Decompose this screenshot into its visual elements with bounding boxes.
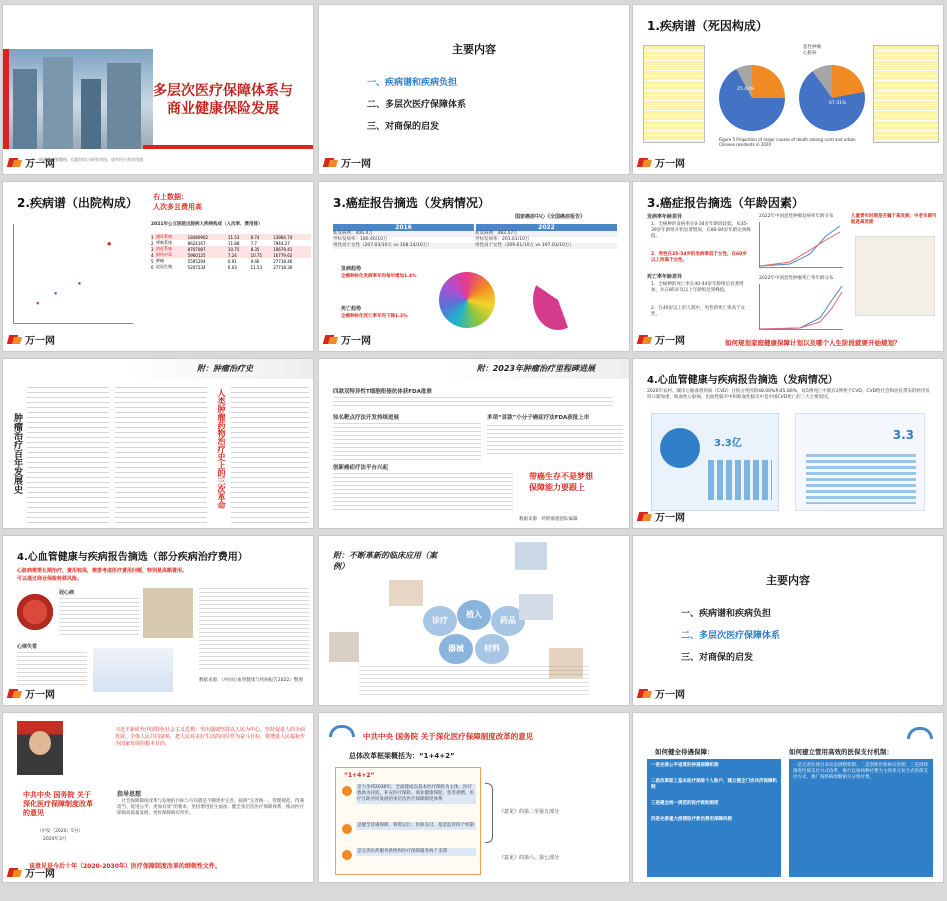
brace-icon <box>485 783 493 843</box>
callout <box>153 192 202 212</box>
cell: 11.88 <box>227 240 240 246</box>
head-left: 如何健全待遇保障： <box>655 748 714 756</box>
left-item-3: 三是健全统一规范的医疗救助制度 <box>651 801 719 807</box>
pie-legend <box>803 45 867 57</box>
item-1-icon <box>342 786 352 796</box>
heart-illustration <box>17 588 53 636</box>
red-quote <box>529 471 593 493</box>
cell: 新发病例：482.47万 <box>475 231 518 236</box>
cell: 世标发病率：186.46/10万 <box>333 237 388 243</box>
head-incidence: 发病率年龄差异 <box>647 214 683 220</box>
cell: 新发病例：406.4万 <box>333 231 373 236</box>
side-note: 儿童青年时期是否属于高发期，中老年期可能是高发期 <box>851 214 937 226</box>
col-2022: 2022 <box>476 224 617 231</box>
panel-left <box>647 759 781 877</box>
radial-chart-2 <box>533 270 583 330</box>
trend-head-2: 死亡趋势 <box>341 306 362 312</box>
stat-circle <box>660 428 700 468</box>
logo <box>324 155 371 170</box>
cell: 16779.62 <box>273 252 293 258</box>
text-block-b <box>17 652 87 688</box>
red-note-1: 心脏病需要长期治疗，费用较高，需要考虑医疗费用问题，特别是高额费用。 <box>17 568 188 574</box>
icons-row <box>708 460 772 500</box>
logo-text: 万一网 <box>25 690 55 701</box>
toc-title: 主要内容 <box>452 43 496 56</box>
cell: 11.53 <box>250 264 263 270</box>
cell: 8.35 <box>250 246 260 252</box>
cell: 6 <box>151 264 154 270</box>
ref-2: 《意见》的第六、第七部分 <box>499 855 560 861</box>
cell: 13984.74 <box>273 234 293 240</box>
yellow-table-right <box>873 45 939 143</box>
slide-title: 3.癌症报告摘选（年龄因素） <box>647 196 804 210</box>
slide-13-policy[interactable] <box>2 712 314 883</box>
legend-item: 恶性肿瘤 <box>803 45 821 50</box>
line-chart-2 <box>759 284 843 330</box>
text-block-3 <box>487 425 623 457</box>
head-3: 多项“首款”小分子癌症疗法FDA获批上市 <box>487 415 590 421</box>
legend-item: 心脏病 <box>803 51 817 57</box>
source-label: 国家癌症中心《全国癌症报告》 <box>515 214 586 220</box>
cell: 10.75 <box>250 252 263 258</box>
discharge-table <box>151 234 311 270</box>
portrait <box>17 721 63 775</box>
red-quote-2: 保障能力要跟上 <box>529 483 585 493</box>
building-3 <box>81 79 101 149</box>
xray-image <box>143 588 193 638</box>
case-text <box>359 666 589 696</box>
logo <box>8 686 55 701</box>
stat-1: 3.3亿 <box>714 438 742 449</box>
logo-icon <box>8 688 22 700</box>
cell: 8624167 <box>187 240 206 246</box>
cell: 6.03 <box>227 264 237 270</box>
toc-item-1: 一、疾病谱和疾病负担 <box>681 609 772 619</box>
logo <box>638 509 685 524</box>
doc-date: 2020年3月 <box>43 837 67 842</box>
cell: 世标发病率：201.61/10万 <box>475 237 530 243</box>
item-3-icon <box>342 850 352 860</box>
quote-text: 习近平新时代中国特色社会主义思想：突出强调坚持以人民为中心，坚持促进人的全面发展、全体人民共同富裕，把人民对美好生活的向往作为奋斗目标，将增进人民福祉作为国家发展的根本目的。 <box>115 727 306 747</box>
logo-text: 万一网 <box>25 336 55 347</box>
chart-title-2: 2022年中国恶性肿瘤死亡率年龄分布 <box>759 276 834 281</box>
slide-1-cover[interactable] <box>2 4 314 175</box>
cell: 肿瘤 <box>156 258 165 263</box>
hex-word-5: 材料 <box>475 634 509 664</box>
guide-head: 指导思想 <box>117 791 142 798</box>
table-header <box>333 224 617 231</box>
logo-text: 万一网 <box>25 869 55 880</box>
incidence-curve <box>760 222 844 268</box>
right-text: 一是完善医保目录动态调整机制；二是创新医保协议管理；三是持续推进医保支付方式改革，推行以按病种付费为主的多元复合式医保支付方式，推广按疾病诊断相关分组付费。 <box>793 763 928 781</box>
source: 数据来源：《中国心血管健康与疾病报告2022》整理 <box>199 678 303 683</box>
slide-5-cancer-incidence[interactable] <box>318 181 630 352</box>
item-3: 是完善医药服务供给和医疗保障服务两个支撑 <box>356 848 476 856</box>
cell: 9.46 <box>250 258 260 264</box>
logo-icon <box>638 688 652 700</box>
cell: 3 <box>151 246 154 252</box>
chart-title-1: 2022年中国恶性肿瘤发病率年龄分布 <box>759 214 834 219</box>
arrow-icon <box>907 727 933 739</box>
death-curve <box>760 284 844 330</box>
logo-text: 万一网 <box>655 336 685 347</box>
logo <box>8 865 55 880</box>
logo-text: 万一网 <box>655 159 685 170</box>
pie-label-a: 25.43% <box>737 87 755 92</box>
left-item-2: 二是改革职工基本医疗保险个人账户，建立健全门诊共济保障机制 <box>651 779 777 791</box>
head-1: 四款双特异性T细胞衔接抗体获FDA批准 <box>333 389 432 395</box>
cell: 6.91 <box>227 258 237 264</box>
cell: 损伤中毒 <box>156 252 173 257</box>
slide-title: 4.心血管健康与疾病报告摘选（发病情况） <box>647 375 838 386</box>
line-chart-1 <box>759 222 843 268</box>
pie-label-b: 67.31% <box>829 101 847 106</box>
cell: 10679.41 <box>273 246 293 252</box>
pie-chart-1 <box>719 65 785 131</box>
cover-photo <box>3 49 153 149</box>
cell: 7.7 <box>250 240 257 246</box>
slide-9-cvd-incidence[interactable] <box>632 358 944 529</box>
logo-icon <box>8 334 22 346</box>
arrow-icon <box>329 725 355 737</box>
table-row <box>333 243 617 249</box>
slide-10-cvd-costs[interactable] <box>2 535 314 706</box>
red-quote-1: 带癌生存不是梦想 <box>529 472 593 481</box>
cell: 27718.46 <box>273 258 293 264</box>
cell: 5595294 <box>187 258 206 264</box>
hex-word-3: 药品 <box>491 606 525 636</box>
subtitle: 总体改革框架概括为：“1+4+2” <box>349 752 455 760</box>
logo <box>324 332 371 347</box>
logo-text: 万一网 <box>25 159 55 170</box>
logo-icon <box>8 867 22 879</box>
slide-8-milestones[interactable] <box>318 358 630 529</box>
logo-text: 万一网 <box>341 159 371 170</box>
text-block-a <box>59 598 139 638</box>
vertical-title-right: 人类肿瘤药物治疗史上的三次革命 <box>217 389 226 509</box>
cell: 27718.36 <box>273 264 293 270</box>
trend-head-1: 发病趋势 <box>341 266 362 272</box>
cell: 循环系统 <box>156 234 173 239</box>
left-item-4: 四是完善重大疫情医疗救治费用保障机制 <box>651 817 732 823</box>
cell: 7944.27 <box>273 240 290 246</box>
cover-red-band <box>3 49 9 149</box>
slide-title: 2.疾病谱（出院构成） <box>17 196 138 210</box>
banner: 附：肿瘤治疗史 <box>3 359 313 379</box>
toc-item-1: 一、疾病谱和疾病负担 <box>367 78 458 88</box>
cover-title-line1: 多层次医疗保障体系与 <box>153 83 293 99</box>
item-2: 是健全待遇保障、筹资运行、医保支付、基金监管四个机制 <box>356 822 476 830</box>
cell: 消化系统 <box>156 246 173 251</box>
bottom-statement: 该意见是今后十年（2020-2030年）医疗保障制度改革的纲领性文件。 <box>29 863 221 870</box>
stat-2: 3.3 <box>892 428 914 442</box>
cell: 男性高于女性（209.61/10万 vs 197.03/10万） <box>475 243 574 249</box>
callout-line2: 人次多且费用高 <box>153 203 202 211</box>
head-right: 如何建立管用高效的医保支付机制： <box>789 748 893 756</box>
label-arrhythmia: 心律失常 <box>17 644 38 650</box>
hex-word-4: 器械 <box>439 634 473 664</box>
cover-red-stripe <box>143 145 314 149</box>
cell: 5207234 <box>187 264 206 270</box>
panel-right <box>789 759 933 877</box>
logo-text: 万一网 <box>341 336 371 347</box>
slide-12-toc[interactable] <box>632 535 944 706</box>
col-2016: 2016 <box>333 224 474 231</box>
building-1 <box>13 69 37 149</box>
doc-title: 中共中央 国务院 关于深化医疗保障制度改革的意见 <box>23 791 93 817</box>
compare-table <box>333 224 617 249</box>
portrait-face <box>29 731 51 755</box>
para-1: 1．全癌种的发病率在0-34岁年龄段较低，从35-39岁年龄组开始显著增加，在80-84岁年龄达到峰值。 <box>651 222 751 240</box>
text-column-right <box>231 387 309 523</box>
para-3: 1．全癌种的死亡率在40-44岁年龄组后显著增加，并在85岁及以上年龄组达到峰值。 <box>651 282 744 294</box>
cell: 呼吸系统 <box>156 240 173 245</box>
para-4: 2．在40岁以上的人群中，男性的死亡率高于女性。 <box>651 306 746 318</box>
hex-word-2: 植入 <box>457 600 491 630</box>
cover-title <box>135 83 311 118</box>
logo-text: 万一网 <box>655 513 685 524</box>
case-image-2 <box>515 542 547 570</box>
logo <box>8 155 55 170</box>
slide-title: 4.心血管健康与疾病报告摘选（部分疾病治疗费用） <box>17 552 248 563</box>
toc-item-2: 二、多层次医疗保障体系 <box>367 100 467 110</box>
yellow-table-left <box>643 45 705 143</box>
cell: 1 <box>151 234 154 240</box>
logo <box>638 332 685 347</box>
infographic-right <box>795 413 925 511</box>
slide-2-toc[interactable] <box>318 4 630 175</box>
cell: 7.24 <box>227 252 237 258</box>
cover-footnote: 万一网制作收集整理，仅限培训与研究用途，请勿用于商业用途 <box>31 157 143 162</box>
red-note-2: 可以通过商业保险转移风险。 <box>17 576 83 582</box>
trend-red-2: 全癌种标化死亡率年均下降1.3% <box>341 314 408 319</box>
cell: 18480962 <box>187 234 209 240</box>
slide-title: 1.疾病谱（死因构成） <box>647 19 768 33</box>
toc-item-2: 二、多层次医疗保障体系 <box>681 631 781 641</box>
banner: 附：不断革新的临床应用（案例） <box>333 551 437 571</box>
toc-item-3: 三、对商保的启发 <box>367 122 440 132</box>
cell: 8707087 <box>187 246 206 252</box>
cover-title-line2: 商业健康保险发展 <box>167 100 279 117</box>
table-row <box>151 264 311 270</box>
left-item-1: 一是完善公平适度的待遇保障机制 <box>651 763 719 768</box>
building-2 <box>43 57 73 149</box>
slide-4-discharge[interactable] <box>2 181 314 352</box>
slide-11-clinical-apps[interactable] <box>318 535 630 706</box>
logo-icon <box>324 157 338 169</box>
text-block-4 <box>333 473 513 513</box>
banner: 附：2023年肿瘤治疗里程碑进展 <box>319 359 629 379</box>
cell: 5 <box>151 258 154 264</box>
logo <box>638 686 685 701</box>
box-label: “1+4+2” <box>344 772 375 779</box>
bottom-question: 如何规划家庭健康保障计划以及哪个人生阶段就要开始规划？ <box>725 339 901 347</box>
table-title: 2021年公立医院出院病人疾病构成（人次率、费用排） <box>151 222 263 227</box>
guide-text: ：社会保障制度改革与发展的目标与方向就是不断逐步完善，按照“完善统一、管理规范、待遇适当、促进公平、更加有效”的要求，坚持增进民生福祉、健全多层次医疗保障体系，推动医疗保障高质量发展，更好保障病有所医。 <box>117 799 304 817</box>
cell: 2 <box>151 240 154 246</box>
text-block-1 <box>333 397 613 409</box>
case-image-3 <box>519 594 553 620</box>
slide-3-death-causes[interactable] <box>632 4 944 175</box>
item-1: 是力争到2030年，全面建成以基本医疗保险为主体，医疗救助为托底，补充医疗保险、商业健康保险、慈善捐赠、医疗互助共同发展的多层次医疗保障制度体系 <box>356 784 476 804</box>
slide-title: 3.癌症报告摘选（发病情况） <box>333 196 490 210</box>
toc-item-3: 三、对商保的启发 <box>681 653 754 663</box>
logo-icon <box>638 511 652 523</box>
cell: 10.75 <box>227 246 240 252</box>
bar-chart-mini <box>806 454 916 504</box>
slide-7-tumor-history[interactable] <box>2 358 314 529</box>
logo <box>638 155 685 170</box>
doc-no: （中发〔2020〕5号） <box>37 829 83 834</box>
cell: 8.74 <box>250 234 260 240</box>
trend-red-1: 全癌种标化发病率年均每年增加1.4% <box>341 274 417 279</box>
item-2-icon <box>342 824 352 834</box>
vertical-title-left: 肿瘤治疗百年发展史 <box>12 413 22 494</box>
head-2: 知名靶点疗法开发持续进展 <box>333 415 400 421</box>
text-column-left <box>27 387 109 523</box>
slide-title: 中共中央 国务院 关于深化医疗保障制度改革的意见 <box>363 732 534 741</box>
scatter-plot <box>13 224 133 324</box>
para-2: 2．男性在25-54岁的发病率低于女性，在60岁以上则高于女性。 <box>651 252 747 264</box>
logo-icon <box>8 157 22 169</box>
radial-chart-1 <box>439 272 495 328</box>
framework-box <box>335 767 481 875</box>
slide-14-framework[interactable] <box>318 712 630 883</box>
cell: 男性高于女性（207.03/10万 vs 168.14/10万） <box>333 243 432 249</box>
toc-title: 主要内容 <box>766 574 810 587</box>
callout-line1: 右上数据： <box>153 193 188 201</box>
logo-icon <box>324 334 338 346</box>
slide-15-mechanisms[interactable] <box>632 712 944 883</box>
logo <box>8 332 55 347</box>
cell: 11.53 <box>227 234 240 240</box>
logo-icon <box>638 157 652 169</box>
intro-text: 2020年农村、城市心脑血管疾病（CVD）分别占死因的48.00%和45.86%，每5例死亡中就有2例死于CVD。CVD给社会和居民带来的经济负担日渐加重，缺血性心脏病、出血性脑卒中和缺血性脑卒中是中国CVD死亡的三大主要原因。 <box>647 389 931 401</box>
head-4: 创新癌症疗法平台兴起 <box>333 465 389 471</box>
case-image-1 <box>389 580 423 606</box>
slide-6-cancer-age[interactable] <box>632 181 944 352</box>
source: 数据来源：药明康德团队编辑 <box>519 517 578 522</box>
side-image <box>855 236 935 316</box>
label-chd: 冠心病 <box>59 590 75 596</box>
cell: 泌尿生殖 <box>156 264 173 269</box>
ref-1: 《意见》的第二至第五部分 <box>499 809 560 815</box>
text-column-mid <box>115 387 207 523</box>
logo-icon <box>638 334 652 346</box>
text-block-c <box>199 588 309 672</box>
cell: 5960125 <box>187 252 206 258</box>
pie-chart-2 <box>799 65 865 131</box>
logo-text: 万一网 <box>655 690 685 701</box>
case-image-4 <box>329 632 359 662</box>
cell: 4 <box>151 252 154 258</box>
head-death: 死亡率年龄差异 <box>647 274 683 280</box>
text-block-2 <box>333 423 481 463</box>
infographic-left <box>651 413 779 511</box>
figure-caption: Figure 5 Proportion of major causes of death among rural and urban Chinese residents in 2020 <box>719 137 856 148</box>
hex-word-1: 诊疗 <box>423 606 457 636</box>
chart-mini <box>93 648 173 692</box>
